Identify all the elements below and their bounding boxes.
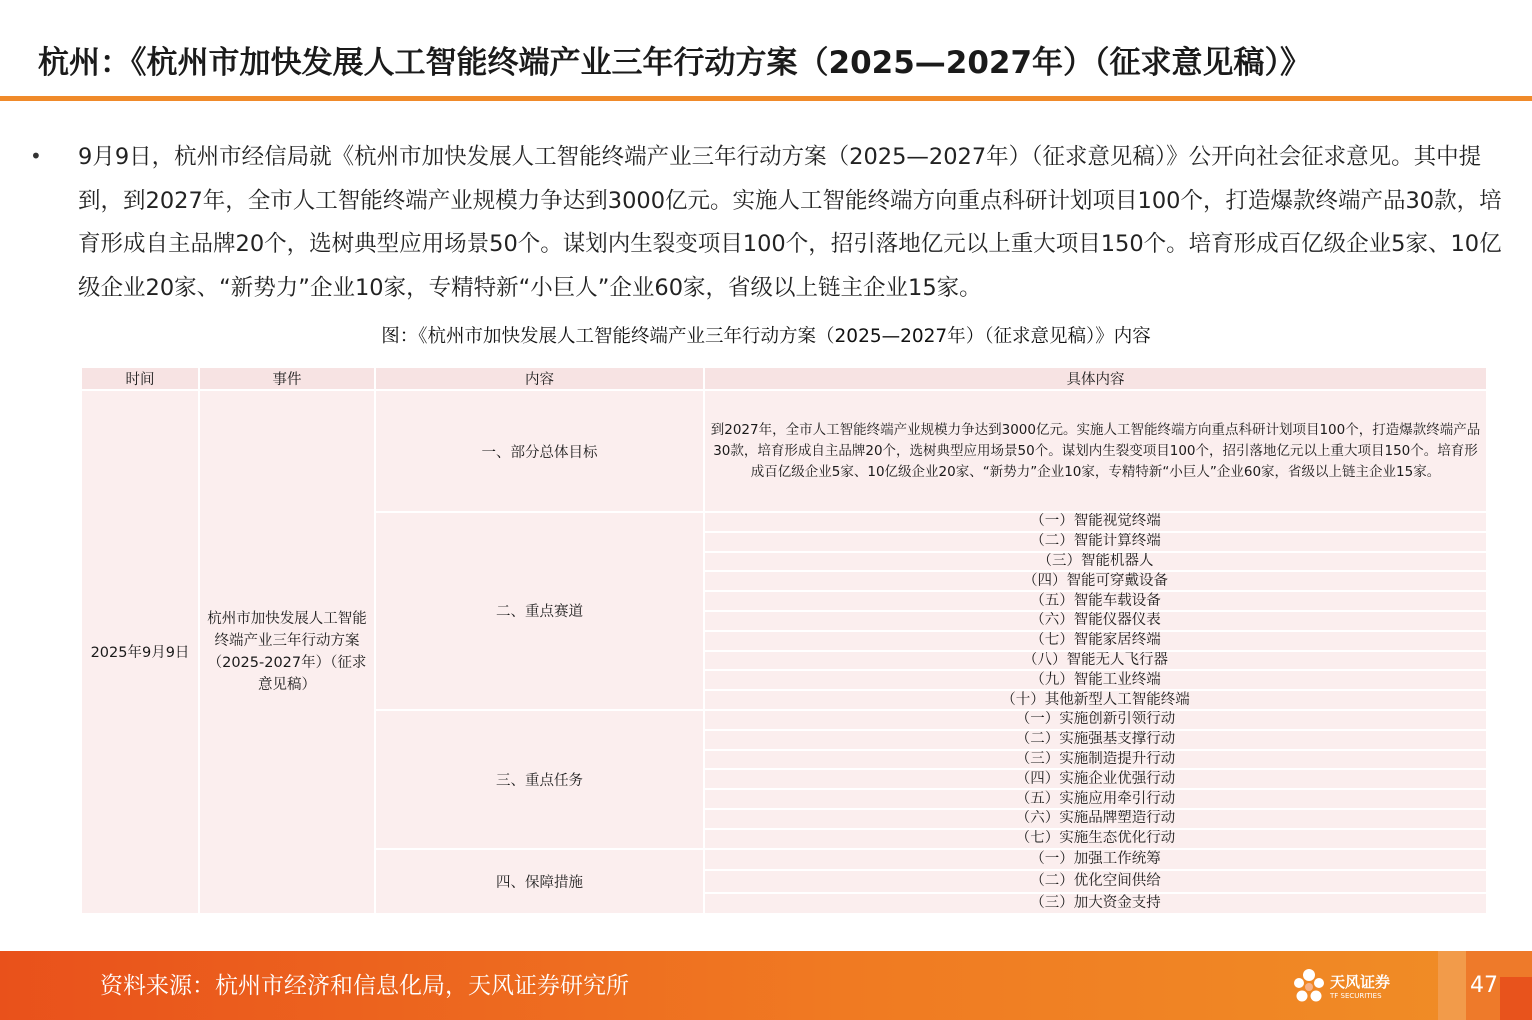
header-details: 具体内容 <box>704 367 1487 390</box>
bullet-marker: • <box>30 144 42 168</box>
detail-cell: （六）实施品牌塑造行动 <box>704 809 1487 829</box>
figure-caption: 图：《杭州市加快发展人工智能终端产业三年行动方案（2025—2027年）（征求意见稿）》内容 <box>381 326 1151 347</box>
detail-cell: （四）实施企业优强行动 <box>704 769 1487 789</box>
detail-cell: （八）智能无人飞行器 <box>704 651 1487 671</box>
detail-cell: （二）智能计算终端 <box>704 532 1487 552</box>
detail-cell: （五）智能车载设备 <box>704 591 1487 611</box>
detail-cell: （四）智能可穿戴设备 <box>704 571 1487 591</box>
logo-subtext: TF SECURITIES <box>1330 992 1382 1000</box>
time-cell: 2025年9月9日 <box>81 390 199 914</box>
plan-table <box>80 366 1488 915</box>
detail-cell: （一）加强工作统筹 <box>704 849 1487 870</box>
page-title: 杭州：《杭州市加快发展人工智能终端产业三年行动方案（2025—2027年）（征求意见稿）》 <box>38 45 1312 81</box>
title-divider <box>0 96 1532 101</box>
detail-cell: （二）优化空间供给 <box>704 870 1487 893</box>
detail-cell: （七）智能家居终端 <box>704 631 1487 651</box>
content-cell: 三、重点任务 <box>375 710 704 849</box>
detail-cell: （三）智能机器人 <box>704 552 1487 572</box>
detail-cell: （一）智能视觉终端 <box>704 512 1487 532</box>
table-header-row <box>81 367 1487 390</box>
event-cell: 杭州市加快发展人工智能终端产业三年行动方案（2025-2027年）（征求意见稿） <box>199 390 375 914</box>
header-time: 时间 <box>81 367 199 390</box>
footer-bar <box>0 951 1532 1020</box>
brand-logo <box>1290 965 1420 1009</box>
detail-cell: （六）智能仪器仪表 <box>704 611 1487 631</box>
detail-cell: （七）实施生态优化行动 <box>704 829 1487 849</box>
content-cell: 二、重点赛道 <box>375 512 704 710</box>
detail-cell: （三）加大资金支持 <box>704 893 1487 914</box>
goal-detail-cell: 到2027年，全市人工智能终端产业规模力争达到3000亿元。实施人工智能终端方向重点科研计划项目100个，打造爆款终端产品30款，培育形成自主品牌20个，选树典型应用场景50个。谋划内生裂变项目100个，招引落地亿元以上重大项目150个。培育形成百亿级企业5家、10亿级企业20家、“新势力”企业10家，专精特新“小巨人”企业60家，省级以上链主企业15家。 <box>704 390 1487 512</box>
content-cell: 四、保障措施 <box>375 849 704 914</box>
source-note: 资料来源：杭州市经济和信息化局，天风证券研究所 <box>100 973 629 999</box>
detail-cell: （五）实施应用牵引行动 <box>704 789 1487 809</box>
page-number: 47 <box>1470 973 1498 998</box>
summary-paragraph: 9月9日，杭州市经信局就《杭州市加快发展人工智能终端产业三年行动方案（2025—2027年）（征求意见稿）》公开向社会征求意见。其中提到，到2027年，全市人工智能终端产业规模力争达到3000亿元。实施人工智能终端方向重点科研计划项目100个，打造爆款终端产品30款，培育形成自主品牌20个，选树典型应用场景50个。谋划内生裂变项目100个，招引落地亿元以上重大项目150个。培育形成百亿级企业5家、10亿级企业20家、“新势力”企业10家，专精特新“小巨人”企业60家，省级以上链主企业15家。 <box>78 144 1502 301</box>
detail-cell: （一）实施创新引领行动 <box>704 710 1487 730</box>
content-cell: 一、部分总体目标 <box>375 390 704 512</box>
detail-cell: （三）实施制造提升行动 <box>704 750 1487 770</box>
detail-cell: （九）智能工业终端 <box>704 670 1487 690</box>
detail-cell: （二）实施强基支撑行动 <box>704 730 1487 750</box>
header-event: 事件 <box>199 367 375 390</box>
header-content: 内容 <box>375 367 704 390</box>
table-row <box>81 390 1487 512</box>
detail-cell: （十）其他新型人工智能终端 <box>704 690 1487 710</box>
flower-logo-icon <box>1290 965 1328 1009</box>
logo-text: 天风证券 <box>1330 973 1391 991</box>
